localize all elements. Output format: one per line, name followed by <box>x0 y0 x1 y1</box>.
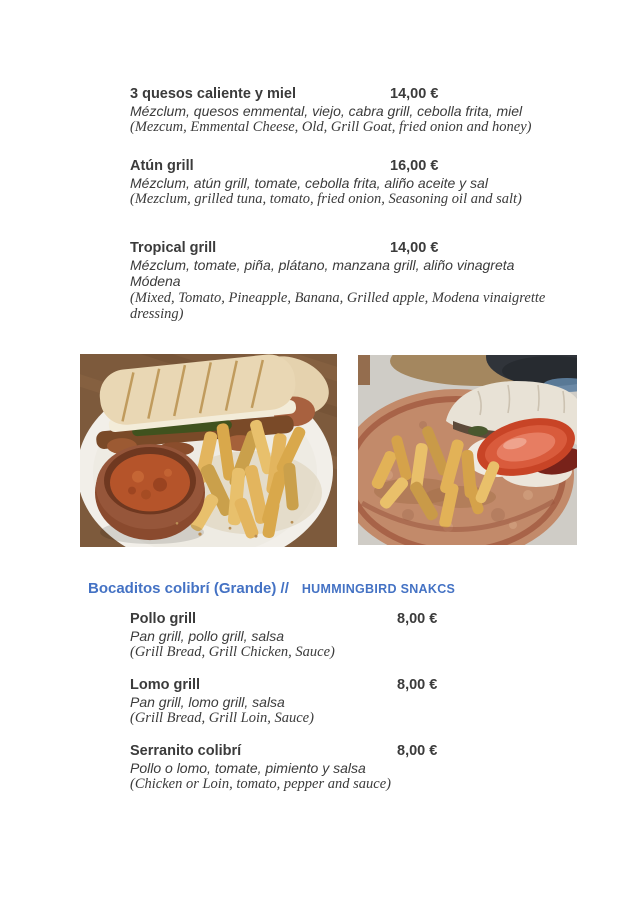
item-desc-spanish: Pollo o lomo, tomate, pimiento y salsa <box>130 759 366 776</box>
sandwich-fries-illustration <box>80 354 337 547</box>
item-desc-spanish-line1: Mézclum, tomate, piña, plátano, manzana grill, aliño vinagreta <box>130 256 515 273</box>
menu-item-lomo-grill <box>130 677 438 727</box>
item-price: 8,00 € <box>397 611 438 627</box>
item-desc-english: (Grill Bread, Grill Chicken, Sauce) <box>130 644 335 660</box>
item-title: Tropical grill <box>130 240 217 256</box>
item-title: Serranito colibrí <box>130 743 242 759</box>
photo-sandwich-fries-red-sauce <box>80 354 337 547</box>
fries-sandwich-illustration <box>358 355 577 545</box>
item-desc-spanish: Pan grill, pollo grill, salsa <box>130 627 285 644</box>
item-title: 3 quesos caliente y miel <box>130 86 297 102</box>
item-price: 14,00 € <box>390 86 439 102</box>
item-title: Lomo grill <box>130 677 201 693</box>
item-desc-english-line2: dressing) <box>130 306 184 322</box>
item-desc-spanish: Mézclum, quesos emmental, viejo, cabra grill, cebolla frita, miel <box>130 102 523 119</box>
item-title: Atún grill <box>130 158 194 174</box>
red-sauce-bowl <box>95 444 205 544</box>
item-desc-english: (Grill Bread, Grill Loin, Sauce) <box>130 710 314 726</box>
item-desc-spanish: Pan grill, lomo grill, salsa <box>130 693 285 710</box>
item-desc-english: (Mezcum, Emmental Cheese, Old, Grill Goat, fried onion and honey) <box>130 119 532 135</box>
section-header-bocaditos <box>88 580 455 598</box>
menu-item-3-quesos <box>130 86 532 136</box>
item-title: Pollo grill <box>130 611 197 627</box>
photo-fries-tomato-sandwich <box>358 355 577 545</box>
item-price: 8,00 € <box>397 677 438 693</box>
item-price: 14,00 € <box>390 240 439 256</box>
item-desc-english-line1: (Mixed, Tomato, Pineapple, Banana, Grilled apple, Modena vinaigrette <box>130 289 546 306</box>
item-desc-english: (Mezclum, grilled tuna, tomato, fried onion, Seasoning oil and salt) <box>130 191 522 207</box>
menu-item-serranito-colibri <box>130 743 438 793</box>
item-price: 16,00 € <box>390 158 439 174</box>
menu-item-pollo-grill <box>130 611 438 661</box>
item-desc-spanish: Mézclum, atún grill, tomate, cebolla frita, aliño aceite y sal <box>130 174 488 191</box>
section-title-spanish: Bocaditos colibrí (Grande) // <box>88 580 289 597</box>
menu-item-atun-grill <box>130 158 522 208</box>
item-price: 8,00 € <box>397 743 438 759</box>
section-title-english: HUMMINGBIRD SNAKCS <box>301 582 456 596</box>
menu-item-tropical-grill <box>130 240 545 323</box>
item-desc-spanish-line2: Módena <box>130 273 181 289</box>
item-desc-english: (Chicken or Loin, tomato, pepper and sauce) <box>130 776 391 792</box>
